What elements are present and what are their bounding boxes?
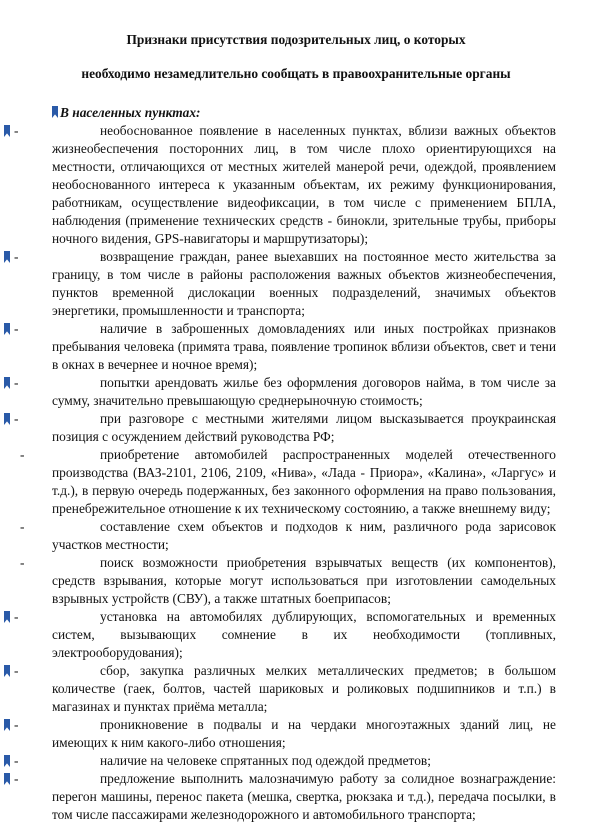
list-item-text: возвращение граждан, ранее выехавших на постоянное место жительства за границу, в том числе в районы расположения важных объектов жизнеобеспечения, пунктов временной дислокации военных подразделений, значимых объектов энергетики, промышленности и транспорта; bbox=[52, 249, 556, 318]
dash-symbol: - bbox=[14, 609, 19, 624]
dash-symbol: - bbox=[14, 249, 19, 264]
list-item bbox=[14, 662, 556, 716]
bookmark-icon bbox=[52, 106, 58, 118]
list-item bbox=[14, 716, 556, 752]
section-heading-text: В населенных пунктах: bbox=[60, 105, 201, 120]
list-item-text: необоснованное появление в населенных пунктах, вблизи важных объектов жизнеобеспечения посторонних лиц, в том числе плохо ориентирующихся на местности, отличающихся от местных жителей манерой речи, одеждой, проявлением необоснованного интереса к указанным объектам, их режиму функционирования, работникам, осуществление видеофиксации, в том числе с применением БПЛА, наблюдения (применение технических средств - бинокли, зрительные трубы, приборы ночного видения, GPS-навигаторы и маршрутизаторы); bbox=[52, 123, 556, 246]
list-item bbox=[14, 248, 556, 320]
item-list bbox=[14, 122, 556, 824]
list-item-text: при разговоре с местными жителями лицом высказывается проукраинская позиция с осуждением действий руководства РФ; bbox=[52, 411, 556, 444]
bookmark-icon bbox=[4, 377, 10, 389]
bookmark-icon bbox=[4, 665, 10, 677]
bookmark-icon bbox=[4, 773, 10, 785]
bookmark-icon bbox=[4, 719, 10, 731]
bookmark-icon bbox=[4, 755, 10, 767]
list-item-text: предложение выполнить малозначимую работу за солидное вознаграждение: перегон машины, перенос пакета (мешка, свертка, рюкзака и т.д.), передача посылки, в том числе пассажирами железнодорожного и автомобильного транспорта; bbox=[52, 771, 556, 822]
dash-symbol: - bbox=[14, 753, 19, 768]
list-item-text: приобретение автомобилей распространенных моделей отечественного производства (ВАЗ-2101, 2106, 2109, «Нива», «Лада - Приора», «Калина», «Ларгус» и т.д.), в первую очередь подержанных, без законного оформления на право пользования, пренебрежительное отношение к их техническому состоянию, а также внешнему виду; bbox=[52, 447, 556, 516]
document-title-line-1: Признаки присутствия подозрительных лиц, о которых bbox=[126, 32, 466, 47]
list-item-text: поиск возможности приобретения взрывчатых веществ (их компонентов), средств взрывания, которые могут использоваться при изготовлении самодельных взрывных устройств (СВУ), а также штатных боеприпасов; bbox=[52, 555, 556, 606]
list-item bbox=[14, 770, 556, 824]
dash-symbol: - bbox=[14, 717, 19, 732]
list-item bbox=[20, 446, 556, 518]
list-item-text: сбор, закупка различных мелких металлических предметов; в большом количестве (гаек, болтов, частей шариковых и роликовых подшипников и т.п.) в магазинах и пунктах приёма металла; bbox=[52, 663, 556, 714]
list-item-text: проникновение в подвалы и на чердаки многоэтажных зданий лиц, не имеющих к ним какого-либо отношения; bbox=[52, 717, 556, 750]
bookmark-icon bbox=[4, 125, 10, 137]
dash-symbol: - bbox=[14, 123, 19, 138]
dash-symbol: - bbox=[14, 411, 19, 426]
dash-symbol: - bbox=[14, 663, 19, 678]
list-item bbox=[14, 608, 556, 662]
list-item bbox=[20, 554, 556, 608]
bookmark-icon bbox=[4, 611, 10, 623]
list-item-text: наличие в заброшенных домовладениях или иных постройках признаков пребывания человека (примята трава, появление тропинок вблизи объектов, свет и тени в окнах в вечернее и ночное время); bbox=[52, 321, 556, 372]
dash-symbol: - bbox=[14, 321, 19, 336]
dash-symbol: - bbox=[14, 771, 19, 786]
list-item bbox=[14, 122, 556, 248]
dash-symbol: - bbox=[20, 447, 25, 462]
dash-symbol: - bbox=[20, 555, 25, 570]
list-item-text: наличие на человеке спрятанных под одеждой предметов; bbox=[100, 753, 431, 768]
dash-symbol: - bbox=[20, 519, 25, 534]
list-item-text: составление схем объектов и подходов к ним, различного рода зарисовок участков местности; bbox=[52, 519, 556, 552]
list-item bbox=[14, 752, 556, 770]
document-title-line-2: необходимо незамедлительно сообщать в правоохранительные органы bbox=[81, 66, 511, 81]
list-item bbox=[14, 410, 556, 446]
section-heading bbox=[52, 104, 201, 122]
bookmark-icon bbox=[4, 323, 10, 335]
list-item bbox=[14, 320, 556, 374]
list-item-text: установка на автомобилях дублирующих, вспомогательных и временных систем, вызывающих сомнение в их необходимости (топливных, электрооборудования); bbox=[52, 609, 556, 660]
bookmark-icon bbox=[4, 251, 10, 263]
list-item-text: попытки арендовать жилье без оформления договоров найма, в том числе за сумму, значительно превышающую среднерыночную стоимость; bbox=[52, 375, 556, 408]
dash-symbol: - bbox=[14, 375, 19, 390]
list-item bbox=[14, 374, 556, 410]
list-item bbox=[20, 518, 556, 554]
bookmark-icon bbox=[4, 413, 10, 425]
